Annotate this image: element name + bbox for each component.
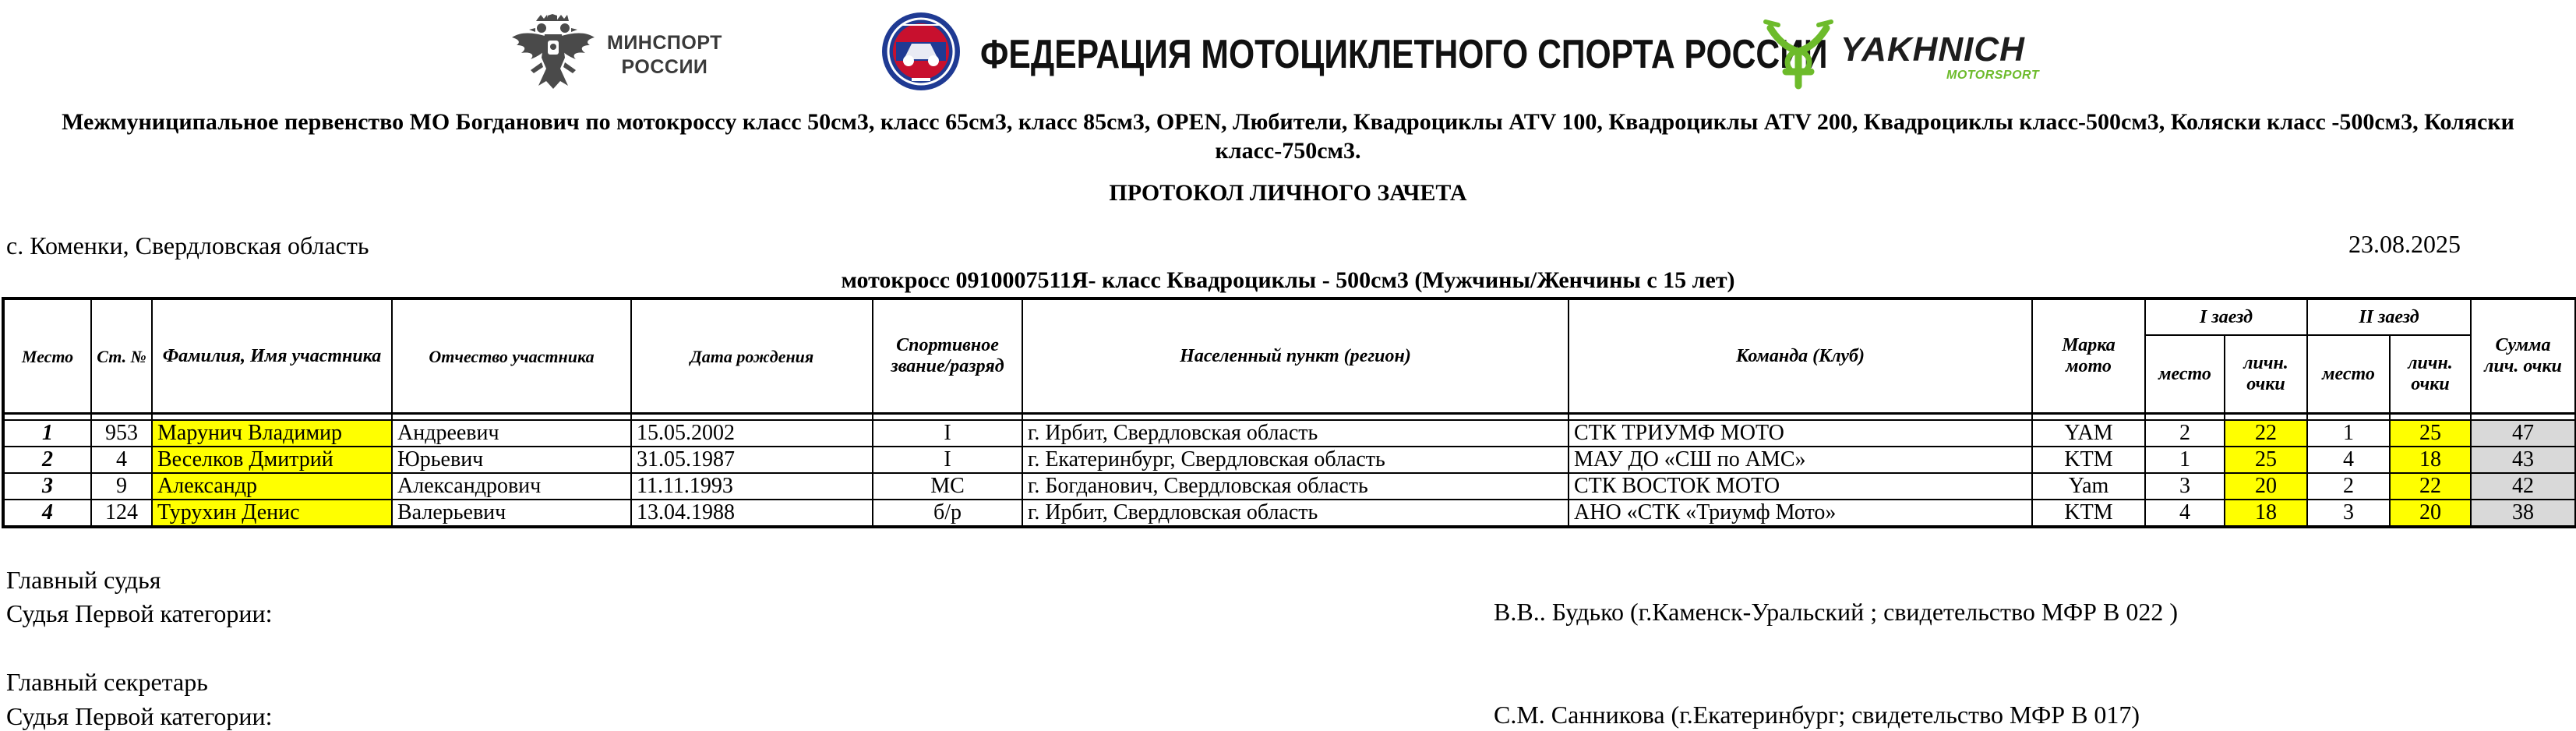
cell-brand: YAM bbox=[2032, 420, 2145, 447]
federation-name: ФЕДЕРАЦИЯ МОТОЦИКЛЕТНОГО СПОРТА РОССИИ bbox=[980, 32, 1828, 77]
cell-sum: 43 bbox=[2471, 447, 2576, 473]
header-place: Место bbox=[3, 298, 91, 414]
mfr-logo bbox=[880, 11, 1828, 97]
cell-sum: 38 bbox=[2471, 500, 2576, 527]
header-dob: Дата рождения bbox=[631, 298, 873, 414]
cell-sum: 47 bbox=[2471, 420, 2576, 447]
venue: с. Коменки, Свердловская область bbox=[6, 231, 369, 260]
cell-rank: I bbox=[873, 420, 1022, 447]
cell-race2-points: 20 bbox=[2390, 500, 2471, 527]
cell-start-no: 4 bbox=[91, 447, 152, 473]
cell-name: Александр bbox=[152, 473, 392, 500]
cell-patronymic: Валерьевич bbox=[392, 500, 631, 527]
header-race1: I заезд bbox=[2145, 298, 2307, 335]
header-race2-points: личн. очки bbox=[2390, 335, 2471, 414]
cell-start-no: 953 bbox=[91, 420, 152, 447]
table-body bbox=[3, 414, 2576, 528]
cell-rank: I bbox=[873, 447, 1022, 473]
table-spacer-row bbox=[3, 414, 2576, 421]
cell-race2-place: 4 bbox=[2307, 447, 2390, 473]
table-header bbox=[3, 298, 2576, 414]
header-race2: II заезд bbox=[2307, 298, 2471, 335]
chief-secretary-role: Главный секретарь bbox=[6, 668, 208, 696]
event-title: Межмуниципальное первенство МО Богданович по мотокроссу класс 50см3, класс 65см3, класс 85см3, OPEN, Любители, Квадроциклы ATV 100, Квадроциклы ATV 200, Квадроциклы класс-500см3, Коляски класс -500см3, Коляски класс-750см3. bbox=[62, 109, 2514, 164]
cell-rank: МС bbox=[873, 473, 1022, 500]
cell-race1-points: 18 bbox=[2225, 500, 2307, 527]
cell-brand: Yam bbox=[2032, 473, 2145, 500]
minsport-logo-text bbox=[607, 31, 722, 79]
cell-race1-place: 3 bbox=[2145, 473, 2225, 500]
cell-patronymic: Юрьевич bbox=[392, 447, 631, 473]
cell-race2-place: 1 bbox=[2307, 420, 2390, 447]
table-row bbox=[3, 420, 2576, 447]
cell-race1-place: 4 bbox=[2145, 500, 2225, 527]
cell-patronymic: Александрович bbox=[392, 473, 631, 500]
header-sum: Сумма лич. очки bbox=[2471, 298, 2576, 414]
cell-name: Веселков Дмитрий bbox=[152, 447, 392, 473]
header-team: Команда (Клуб) bbox=[1569, 298, 2032, 414]
cell-city: г. Богданович, Свердловская область bbox=[1022, 473, 1569, 500]
cell-dob: 11.11.1993 bbox=[631, 473, 873, 500]
cell-race1-points: 20 bbox=[2225, 473, 2307, 500]
cell-team: АНО «СТК «Триумф Мото» bbox=[1569, 500, 2032, 527]
cell-race1-points: 22 bbox=[2225, 420, 2307, 447]
protocol-title: ПРОТОКОЛ ЛИЧНОГО ЗАЧЕТА bbox=[1109, 180, 1467, 206]
table-row bbox=[3, 473, 2576, 500]
mfr-badge-icon bbox=[880, 11, 962, 92]
cell-race1-place: 2 bbox=[2145, 420, 2225, 447]
cell-place: 2 bbox=[3, 447, 91, 473]
cell-race2-points: 18 bbox=[2390, 447, 2471, 473]
cell-place: 1 bbox=[3, 420, 91, 447]
cell-team: СТК ТРИУМФ МОТО bbox=[1569, 420, 2032, 447]
yakhnich-mark-icon bbox=[1763, 17, 1834, 92]
cell-team: СТК ВОСТОК МОТО bbox=[1569, 473, 2032, 500]
cell-place: 3 bbox=[3, 473, 91, 500]
yakhnich-logo bbox=[1763, 17, 2043, 95]
cell-race1-points: 25 bbox=[2225, 447, 2307, 473]
cell-race1-place: 1 bbox=[2145, 447, 2225, 473]
logos-header bbox=[0, 0, 2576, 101]
cell-race2-points: 22 bbox=[2390, 473, 2471, 500]
header-race2-place: место bbox=[2307, 335, 2390, 414]
cell-start-no: 124 bbox=[91, 500, 152, 527]
cell-dob: 13.04.1988 bbox=[631, 500, 873, 527]
double-headed-eagle-icon bbox=[510, 14, 596, 92]
cell-dob: 31.05.1987 bbox=[631, 447, 873, 473]
header-race1-place: место bbox=[2145, 335, 2225, 414]
cell-brand: KTM bbox=[2032, 447, 2145, 473]
header-patronymic: Отчество участника bbox=[392, 298, 631, 414]
chief-judge-role: Главный судья bbox=[6, 566, 161, 594]
sponsor-sub: MOTORSPORT bbox=[1946, 69, 2040, 82]
cell-race2-place: 3 bbox=[2307, 500, 2390, 527]
cell-patronymic: Андреевич bbox=[392, 420, 631, 447]
chief-secretary-category: Судья Первой категории: bbox=[6, 702, 273, 730]
header-brand: Марка мото bbox=[2032, 298, 2145, 414]
header-rank: Спортивное звание/разряд bbox=[873, 298, 1022, 414]
cell-city: г. Ирбит, Свердловская область bbox=[1022, 420, 1569, 447]
class-title: мотокросс 0910007511Я- класс Квадроциклы - 500см3 (Мужчины/Женчины с 15 лет) bbox=[841, 267, 1735, 293]
cell-place: 4 bbox=[3, 500, 91, 527]
table-row bbox=[3, 447, 2576, 473]
results-table bbox=[2, 297, 2576, 528]
cell-name: Марунич Владимир bbox=[152, 420, 392, 447]
event-date: 23.08.2025 bbox=[2348, 230, 2461, 258]
cell-rank: б/р bbox=[873, 500, 1022, 527]
cell-team: МАУ ДО «СШ по АМС» bbox=[1569, 447, 2032, 473]
chief-judge-category: Судья Первой категории: bbox=[6, 599, 273, 627]
cell-dob: 15.05.2002 bbox=[631, 420, 873, 447]
cell-city: г. Ирбит, Свердловская область bbox=[1022, 500, 1569, 527]
table-row bbox=[3, 500, 2576, 527]
chief-secretary-name: С.М. Санникова (г.Екатеринбург; свидетельство МФР В 017) bbox=[1494, 701, 2140, 729]
minsport-line1: МИНСПОРТ bbox=[607, 32, 722, 54]
header-start-no: Ст. № bbox=[91, 298, 152, 414]
header-race1-points: личн. очки bbox=[2225, 335, 2307, 414]
cell-start-no: 9 bbox=[91, 473, 152, 500]
sponsor-name: YAKHNICH bbox=[1840, 30, 2025, 69]
header-city: Населенный пункт (регион) bbox=[1022, 298, 1569, 414]
chief-judge-name: В.В.. Будько (г.Каменск-Уральский ; свидетельство МФР В 022 ) bbox=[1494, 598, 2178, 626]
header-name: Фамилия, Имя участника bbox=[152, 298, 392, 414]
cell-race2-points: 25 bbox=[2390, 420, 2471, 447]
header-row-1 bbox=[3, 298, 2576, 335]
minsport-logo bbox=[510, 14, 736, 92]
cell-name: Турухин Денис bbox=[152, 500, 392, 527]
cell-city: г. Екатеринбург, Свердловская область bbox=[1022, 447, 1569, 473]
cell-brand: KTM bbox=[2032, 500, 2145, 527]
minsport-line2: РОССИИ bbox=[621, 56, 708, 78]
cell-sum: 42 bbox=[2471, 473, 2576, 500]
cell-race2-place: 2 bbox=[2307, 473, 2390, 500]
